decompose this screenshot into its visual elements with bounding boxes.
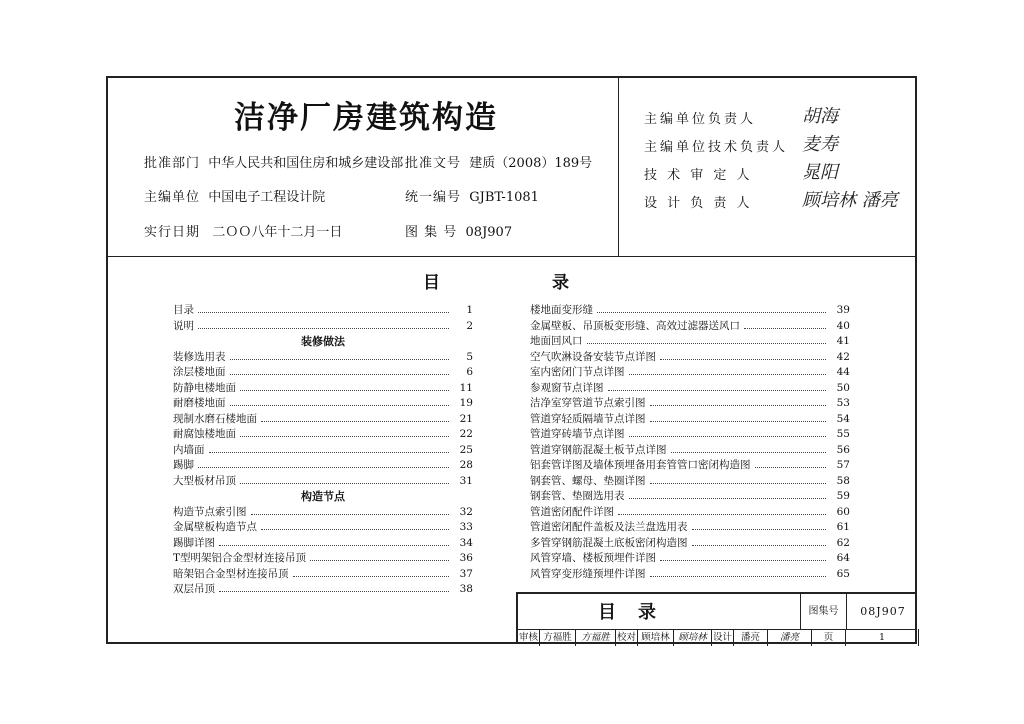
toc-heading-left: 目: [423, 273, 440, 293]
toc-entry: [530, 504, 850, 520]
dot-leader: [650, 421, 827, 422]
toc-entry: [173, 411, 473, 427]
toc-entry-title: 防静电楼地面: [173, 381, 236, 394]
checker-name: 顾培林: [638, 629, 674, 646]
toc-entry-page: 54: [836, 412, 850, 425]
dot-leader: [660, 359, 826, 360]
toc-entry-page: 5: [466, 350, 473, 363]
toc-entry-title: 踢脚详图: [173, 536, 215, 549]
toc-entry: [530, 349, 850, 365]
toc-entry-page: 57: [836, 459, 850, 471]
toc-entry-title: 管道密闭配件盖板及法兰盘选用表: [530, 521, 688, 533]
toc-entry-title: 洁净室穿管道节点索引图: [530, 397, 646, 409]
dot-leader: [650, 576, 827, 577]
designer-signature: 潘亮: [768, 629, 812, 646]
toc-entry: [530, 566, 850, 582]
dot-leader: [230, 405, 450, 406]
signature: 麦寿: [802, 134, 838, 155]
toc-entry-title: 钢套管、垫圈选用表: [530, 490, 625, 502]
toc-entry: [530, 364, 850, 380]
toc-entry: [530, 380, 850, 396]
toc-entry: [173, 535, 473, 551]
toc-entry-title: 构造节点索引图: [173, 505, 247, 518]
toc-entry-title: 多管穿钢筋混凝土底板密闭构造图: [530, 536, 688, 549]
header-divider: [618, 78, 619, 256]
dot-leader: [209, 452, 450, 453]
approval-signatures: [644, 108, 914, 220]
toc-entry-page: 56: [836, 443, 850, 456]
toc-entry-page: 41: [836, 335, 850, 347]
toc-entry: [173, 380, 473, 396]
toc-entry-page: 34: [459, 536, 473, 549]
toc-entry-page: 21: [459, 412, 473, 425]
toc-entry-title: 参观窗节点详图: [530, 381, 604, 394]
toc-entry-title: 楼地面变形缝: [530, 304, 593, 316]
dot-leader: [198, 328, 449, 329]
toc-entry-title: 管道密闭配件详图: [530, 505, 614, 518]
toc-entry: [530, 395, 850, 411]
dot-leader: [587, 343, 827, 344]
toc-entry: [173, 364, 473, 380]
toc-entry-page: 50: [836, 381, 850, 394]
toc-entry: [530, 411, 850, 427]
toc-entry-page: 37: [459, 567, 473, 580]
dot-leader: [660, 560, 826, 561]
toc-entry-title: 空气吹淋设备安装节点详图: [530, 350, 656, 363]
toc-entry-page: 33: [459, 521, 473, 533]
title-block: [516, 592, 917, 644]
dot-leader: [293, 576, 450, 577]
atlas-label: 图集号: [800, 594, 846, 629]
toc-heading-right: 录: [552, 273, 569, 293]
dot-leader: [629, 436, 827, 437]
dot-leader: [650, 405, 827, 406]
dot-leader: [230, 359, 450, 360]
checker-signature: 顾培林: [674, 629, 712, 646]
toc-entry-title: 目录: [173, 304, 194, 316]
title-block-title: 目录: [598, 602, 678, 623]
approval-row: 主编单位技术负责人 麦寿: [644, 136, 914, 164]
dot-leader: [240, 390, 449, 391]
toc-entry-page: 6: [466, 366, 473, 378]
toc-entry-page: 2: [466, 319, 473, 332]
document-title: 洁净厂房建筑构造: [234, 100, 498, 136]
check-label: 校对: [616, 629, 638, 646]
toc-entry-page: 39: [836, 304, 850, 316]
signature: 顾培林 潘亮: [802, 190, 898, 211]
toc-entry-page: 40: [836, 319, 850, 332]
dot-leader: [310, 560, 449, 561]
toc-entry-page: 1: [466, 304, 473, 316]
approval-doc: 批准文号 建质（2008）189号: [405, 156, 593, 171]
toc-entry: [530, 535, 850, 551]
toc-entry: [173, 504, 473, 520]
toc-entry-page: 61: [836, 521, 850, 533]
toc-entry-title: 室内密闭门节点详图: [530, 366, 625, 378]
toc-right-column: [530, 302, 850, 581]
atlas-number: 图 集 号 08J907: [405, 225, 513, 240]
toc-entry-page: 60: [836, 505, 850, 518]
toc-entry-title: 风管穿墙、楼板预埋件详图: [530, 552, 656, 564]
toc-entry: [173, 426, 473, 442]
toc-entry-page: 59: [836, 490, 850, 502]
dot-leader: [629, 498, 827, 499]
dot-leader: [597, 312, 826, 313]
toc-entry: [530, 302, 850, 318]
toc-entry-title: 现制水磨石楼地面: [173, 412, 257, 425]
dot-leader: [198, 467, 449, 468]
design-label: 设计: [712, 629, 734, 646]
toc-entry-title: 暗架铝合金型材连接吊顶: [173, 567, 289, 580]
approval-row: 设 计 负 责 人 顾培林 潘亮: [644, 192, 914, 220]
dot-leader: [240, 436, 449, 437]
toc-entry: [530, 550, 850, 566]
toc-entry: [530, 519, 850, 535]
toc-entry: [530, 488, 850, 504]
signature: 晁阳: [802, 162, 838, 183]
toc-entry: [173, 349, 473, 365]
toc-entry: [173, 442, 473, 458]
dot-leader: [219, 591, 449, 592]
toc-section-heading: 装修做法: [301, 335, 345, 348]
reviewer-signature: 方福胜: [576, 629, 616, 646]
toc-entry-page: 42: [836, 350, 850, 363]
toc-entry-page: 32: [459, 505, 473, 518]
toc-entry-page: 22: [459, 428, 473, 440]
toc-entry-title: 风管穿变形缝预埋件详图: [530, 567, 646, 580]
toc-section-heading: 构造节点: [301, 490, 345, 503]
toc-entry-title: 耐磨楼地面: [173, 397, 226, 409]
toc-entry: [173, 302, 473, 318]
toc-entry: [173, 581, 473, 597]
editor-unit: 主编单位 中国电子工程设计院: [144, 190, 326, 205]
toc-entry-title: 涂层楼地面: [173, 366, 226, 378]
toc-entry-page: 36: [459, 552, 473, 564]
toc-entry: [530, 473, 850, 489]
toc-entry-page: 65: [836, 567, 850, 580]
toc-entry-title: 铝套管详图及墙体预埋备用套管管口密闭构造图: [530, 459, 751, 471]
dot-leader: [692, 529, 827, 530]
toc-entry-page: 58: [836, 474, 850, 487]
page-label: 页: [812, 629, 846, 646]
toc-entry: [173, 566, 473, 582]
toc-entry-title: 大型板材吊顶: [173, 474, 236, 487]
toc-entry: [530, 333, 850, 349]
toc-entry-title: 金属壁板构造节点: [173, 521, 257, 533]
dot-leader: [219, 545, 449, 546]
toc-entry-page: 19: [459, 397, 473, 409]
effective-date: 实行日期 二ＯＯ八年十二月一日: [144, 225, 343, 240]
toc-entry-page: 53: [836, 397, 850, 409]
dot-leader: [230, 374, 450, 375]
unified-number: 统一编号 GJBT-1081: [405, 190, 539, 205]
review-label: 审核: [518, 629, 540, 646]
dot-leader: [755, 467, 827, 468]
toc-entry-page: 38: [459, 583, 473, 595]
toc-entry-title: 耐腐蚀楼地面: [173, 428, 236, 440]
toc-entry: [530, 318, 850, 334]
toc-entry: [173, 457, 473, 473]
toc-entry-page: 31: [459, 474, 473, 487]
dot-leader: [618, 514, 826, 515]
dot-leader: [671, 452, 827, 453]
toc-entry-page: 11: [459, 381, 473, 394]
toc-entry: [173, 395, 473, 411]
toc-left-column: [173, 302, 473, 597]
toc-entry: [530, 457, 850, 473]
dot-leader: [629, 374, 827, 375]
toc-entry-page: 28: [459, 459, 473, 471]
toc-entry-title: 踢脚: [173, 459, 194, 471]
dot-leader: [744, 328, 826, 329]
toc-entry-title: 钢套管、螺母、垫圈详图: [530, 474, 646, 487]
dot-leader: [692, 545, 827, 546]
dot-leader: [198, 312, 449, 313]
dot-leader: [650, 483, 827, 484]
approval-row: 主编单位负责人 胡海: [644, 108, 914, 136]
toc-entry-title: 内墙面: [173, 443, 205, 456]
toc-entry-title: 说明: [173, 319, 194, 332]
approval-dept: 批准部门 中华人民共和国住房和城乡建设部: [144, 156, 404, 171]
toc-entry: [173, 550, 473, 566]
dot-leader: [251, 514, 450, 515]
toc-entry-title: 地面回风口: [530, 335, 583, 347]
toc-entry-title: 管道穿轻质隔墙节点详图: [530, 412, 646, 425]
dot-leader: [261, 529, 449, 530]
toc-entry-title: 双层吊顶: [173, 583, 215, 595]
toc-entry-title: 装修选用表: [173, 350, 226, 363]
toc-entry: [530, 442, 850, 458]
toc-entry-title: T型明架铝合金型材连接吊顶: [173, 552, 307, 564]
toc-entry: [173, 318, 473, 334]
toc-entry-page: 25: [459, 443, 473, 456]
toc-entry: [173, 519, 473, 535]
atlas-number-cell: 08J907: [846, 594, 919, 629]
toc-entry-page: 64: [836, 552, 850, 564]
dot-leader: [608, 390, 827, 391]
signature: 胡海: [802, 106, 838, 127]
toc-entry-page: 55: [836, 428, 850, 440]
toc-entry-title: 金属壁板、吊顶板变形缝、高效过滤器送风口: [530, 319, 740, 332]
approval-row: 技 术 审 定 人 晁阳: [644, 164, 914, 192]
dot-leader: [261, 421, 449, 422]
toc-entry: [530, 426, 850, 442]
toc-entry-page: 44: [836, 366, 850, 378]
toc-entry-page: 62: [836, 536, 850, 549]
designer-name: 潘亮: [734, 629, 768, 646]
toc-entry-title: 管道穿钢筋混凝土板节点详图: [530, 443, 667, 456]
dot-leader: [240, 483, 449, 484]
section-divider: [108, 256, 915, 257]
toc-entry: [173, 473, 473, 489]
page-number: 1: [846, 629, 919, 646]
reviewer-name: 方福胜: [540, 629, 576, 646]
toc-entry-title: 管道穿砖墙节点详图: [530, 428, 625, 440]
